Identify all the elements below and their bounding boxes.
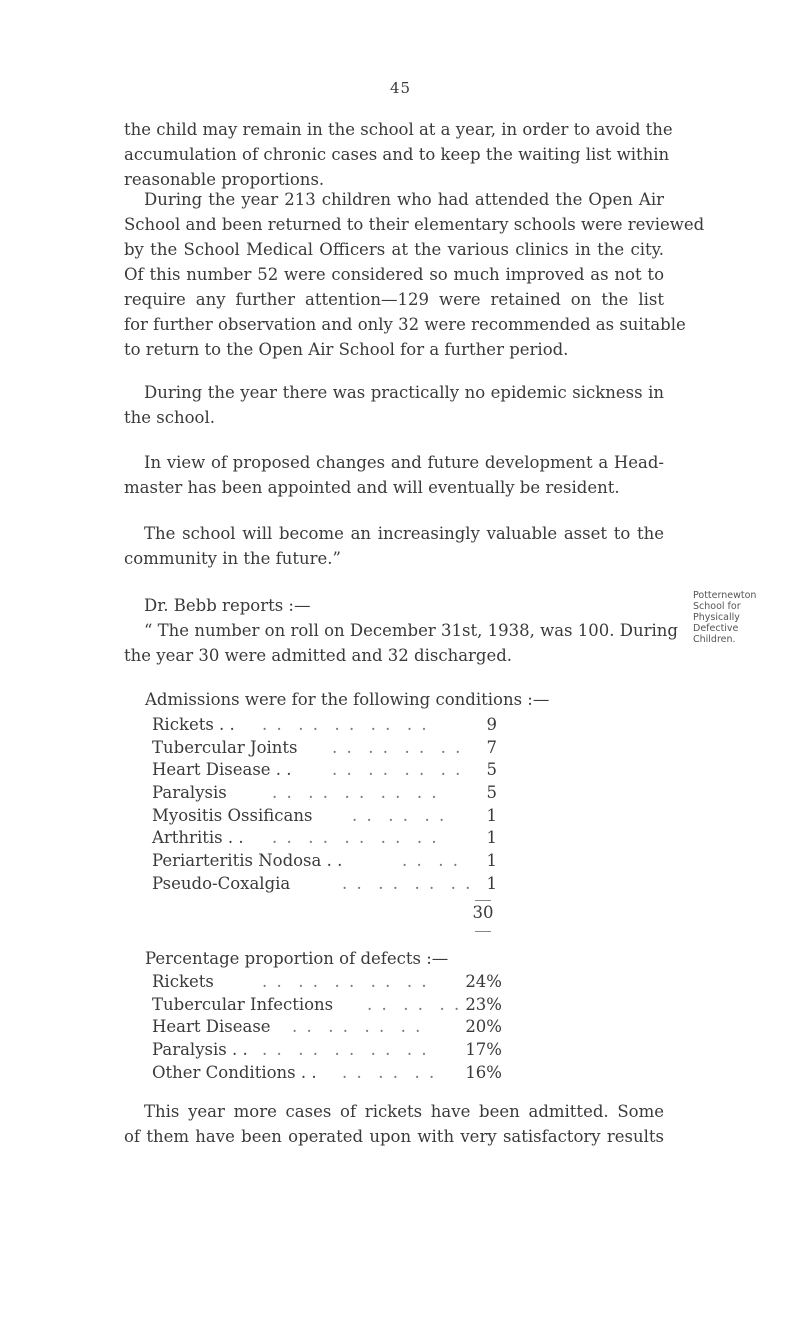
row-value: 24% <box>465 972 502 991</box>
text-line: the child may remain in the school at a year, in order to avoid the <box>124 120 673 139</box>
row-value: 16% <box>465 1062 502 1082</box>
text-line: of them have been operated upon with very satisfactory results <box>124 1127 664 1146</box>
leader-dots: . . . . . . <box>342 1062 437 1082</box>
paragraph-4 <box>124 450 664 500</box>
margin-note <box>693 590 801 645</box>
row-label: Tubercular Infections <box>152 994 334 1014</box>
admissions-heading <box>145 687 685 712</box>
text-line: for further observation and only 32 were recommended as suitable <box>124 315 686 334</box>
margin-note-line: Children. <box>693 634 736 645</box>
text-line: During the year 213 children who had attended the Open Air <box>144 190 664 209</box>
total-rule-top <box>475 900 491 901</box>
row-label: Rickets . . <box>152 715 235 734</box>
row-label: Paralysis . . <box>152 1040 248 1060</box>
row-value: 5 <box>486 783 497 803</box>
row-value: 9 <box>486 715 497 734</box>
row-label: Pseudo-Coxalgia <box>152 873 291 893</box>
text-line: by the School Medical Officers at the various clinics in the city. <box>124 240 664 259</box>
closing-paragraph <box>124 1099 664 1149</box>
percentages-heading <box>145 946 685 971</box>
row-value: 20% <box>465 1017 502 1037</box>
margin-note-line: Potternewton <box>693 590 757 601</box>
text-line: accumulation of chronic cases and to keep the waiting list within <box>124 145 670 164</box>
paragraph-5 <box>124 521 664 571</box>
leader-dots: . . . . . . . . . . <box>272 783 439 803</box>
text-line: Of this number 52 were considered so much improved as not to <box>124 265 664 284</box>
admissions-total: 30 <box>472 903 494 922</box>
row-value: 23% <box>465 994 502 1014</box>
row-label: Rickets <box>152 972 214 991</box>
text-line: the year 30 were admitted and 32 discharged. <box>124 646 513 665</box>
report-paragraph <box>124 593 678 668</box>
text-line: The school will become an increasingly valuable asset to the <box>144 524 664 543</box>
margin-note-line: School for <box>693 601 741 612</box>
percentages-heading-text: Percentage proportion of defects :— <box>145 949 449 968</box>
row-label: Paralysis <box>152 783 227 803</box>
paragraph-2 <box>124 187 705 362</box>
row-label: Myositis Ossificans <box>152 805 313 825</box>
leader-dots: . . . . . . . . . . <box>272 828 439 848</box>
text-line: to return to the Open Air School for a further period. <box>124 340 569 359</box>
leader-dots: . . . . . . <box>352 805 447 825</box>
leader-dots: . . . . . . . . <box>342 873 473 893</box>
leader-dots: . . . . . . . . . . <box>262 715 429 734</box>
row-value: 1 <box>486 851 497 871</box>
row-label: Arthritis . . <box>152 828 244 848</box>
paragraph-1 <box>124 117 673 192</box>
leader-dots: . . . . . . . . . . <box>262 1040 429 1060</box>
leader-dots: . . . . . . . . <box>292 1017 423 1037</box>
leader-dots: . . . . . . . . . . <box>262 972 429 991</box>
row-label: Heart Disease <box>152 1017 271 1037</box>
page-number: 45 <box>389 79 412 97</box>
row-label: Periarteritis Nodosa . . <box>152 851 343 871</box>
margin-note-line: Physically <box>693 612 740 623</box>
row-label: Tubercular Joints <box>152 737 298 757</box>
row-value: 1 <box>486 873 497 893</box>
text-line: School and been returned to their elementary schools were reviewed <box>124 215 705 234</box>
text-line: “ The number on roll on December 31st, 1938, was 100. During <box>144 621 678 640</box>
report-intro: Dr. Bebb reports :— <box>144 596 311 615</box>
text-line: During the year there was practically no epidemic sickness in <box>144 383 664 402</box>
total-rule-bottom <box>475 931 491 932</box>
margin-note-line: Defective <box>693 623 739 634</box>
text-line: community in the future.” <box>124 549 341 568</box>
text-line: master has been appointed and will eventually be resident. <box>124 478 620 497</box>
row-value: 5 <box>486 760 497 780</box>
text-line: reasonable proportions. <box>124 170 325 189</box>
leader-dots: . . . . . . . . <box>332 760 463 780</box>
row-label: Heart Disease . . <box>152 760 292 780</box>
text-line: This year more cases of rickets have been admitted. Some <box>144 1102 664 1121</box>
leader-dots: . . . . . . <box>367 994 462 1014</box>
admissions-heading-text: Admissions were for the following conditions :— <box>145 690 550 709</box>
leader-dots: . . . . . . . . <box>332 737 463 757</box>
leader-dots: . . . . <box>402 851 460 871</box>
row-value: 7 <box>486 737 497 757</box>
row-value: 1 <box>486 805 497 825</box>
text-line: require any further attention—129 were retained on the list <box>124 290 664 309</box>
row-value: 1 <box>486 828 497 848</box>
paragraph-3 <box>124 380 664 430</box>
row-label: Other Conditions . . <box>152 1062 317 1082</box>
row-value: 17% <box>465 1040 502 1060</box>
text-line: the school. <box>124 408 215 427</box>
text-line: In view of proposed changes and future development a Head- <box>144 453 664 472</box>
